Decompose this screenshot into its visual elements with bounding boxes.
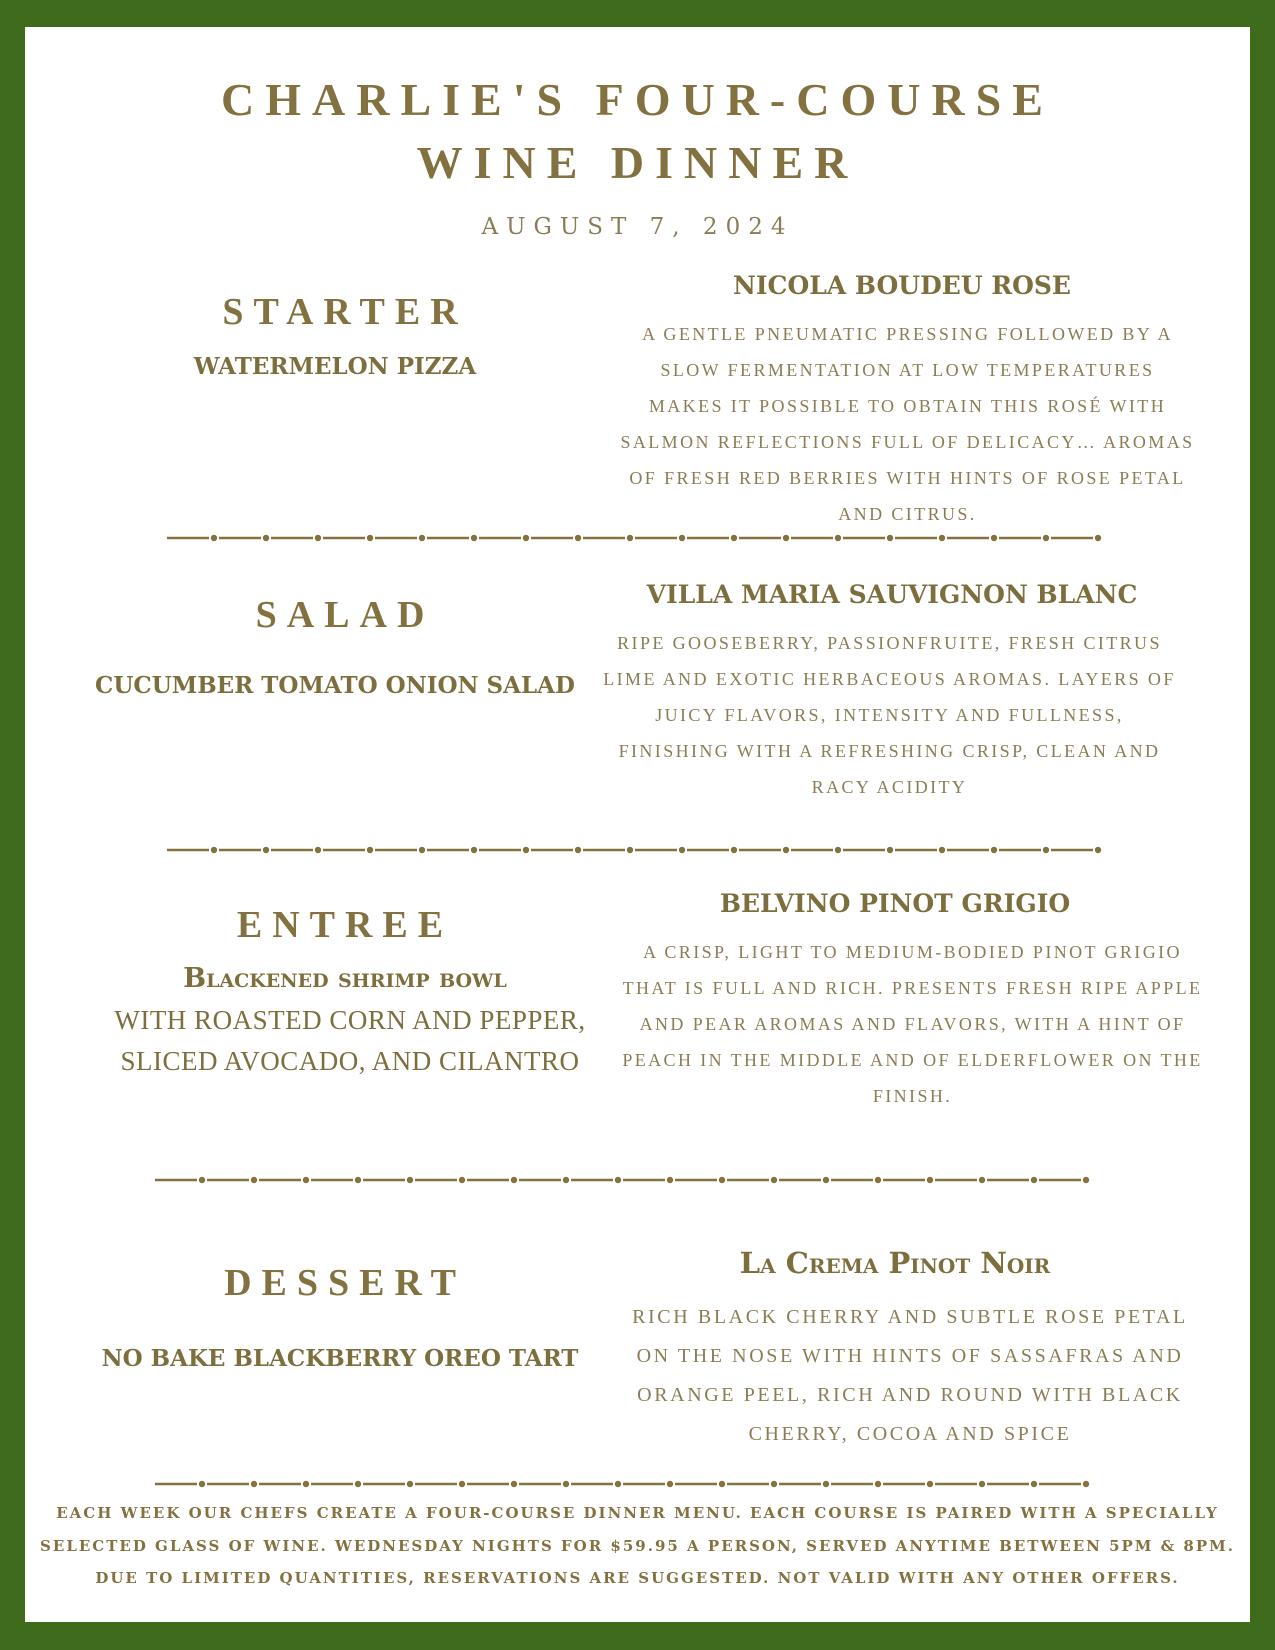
divider-dot xyxy=(823,1177,829,1183)
divider-dot xyxy=(771,1481,777,1487)
divider-dot xyxy=(627,535,633,541)
divider-dot xyxy=(211,535,217,541)
divider-dot xyxy=(355,1481,361,1487)
divider-dot xyxy=(211,847,217,853)
divider-dot xyxy=(419,847,425,853)
divider-dot xyxy=(1031,1481,1037,1487)
divider-dot xyxy=(823,1481,829,1487)
divider-dot xyxy=(199,1177,205,1183)
divider-dot xyxy=(459,1481,465,1487)
divider-dot xyxy=(1095,847,1101,853)
course-dessert-dish: NO BAKE BLACKBERRY OREO TART xyxy=(101,1345,579,1372)
divider-dot xyxy=(991,535,997,541)
divider-dot xyxy=(367,847,373,853)
course-starter-heading: STARTER xyxy=(222,291,468,333)
course-dessert-wine-notes: RICH BLACK CHERRY AND SUBTLE ROSE PETAL ON THE NOSE WITH HINTS OF SASSAFRAS AND ORANGE PEEL, RICH AND ROUND WITH BLACK CHERRY, COCOA AND SPICE xyxy=(632,1306,1188,1445)
divider-dot xyxy=(667,1177,673,1183)
divider-dot xyxy=(263,847,269,853)
divider-dot xyxy=(731,847,737,853)
divider-dot xyxy=(1095,535,1101,541)
divider-dot xyxy=(979,1177,985,1183)
divider-3 xyxy=(153,1172,1143,1188)
divider-dot xyxy=(875,1177,881,1183)
divider-dot xyxy=(251,1177,257,1183)
divider-dot xyxy=(1043,535,1049,541)
divider-dot xyxy=(563,1177,569,1183)
divider-dot xyxy=(887,847,893,853)
divider-dot xyxy=(419,535,425,541)
course-starter-wine: NICOLA BOUDEU ROSE xyxy=(733,271,1071,300)
divider-dot xyxy=(407,1481,413,1487)
course-starter-dish: WATERMELON PIZZA xyxy=(193,353,477,380)
divider-dot xyxy=(407,1177,413,1183)
divider-dot xyxy=(1083,1177,1089,1183)
divider-dot xyxy=(523,535,529,541)
divider-dot xyxy=(719,1177,725,1183)
course-entree-dish: Blackened shrimp bowl xyxy=(183,963,507,994)
divider-dot xyxy=(355,1177,361,1183)
footer-line-3: DUE TO LIMITED QUANTITIES, RESERVATIONS ARE SUGGESTED. NOT VALID WITH ANY OTHER OFFERS. xyxy=(95,1569,1180,1587)
course-salad-wine: VILLA MARIA SAUVIGNON BLANC xyxy=(646,580,1138,609)
divider-dot xyxy=(719,1481,725,1487)
course-salad-wine-notes: RIPE GOOSEBERRY, PASSIONFRUITE, FRESH CITRUS LIME AND EXOTIC HERBACEOUS AROMAS. LAYERS OF JUICY FLAVORS, INTENSITY AND FULLNESS, FINISHING WITH A REFRESHING CRISP, CLEAN AND RACY ACIDITY xyxy=(603,633,1176,797)
divider-dot xyxy=(939,847,945,853)
divider-dot xyxy=(315,535,321,541)
divider-dot xyxy=(1031,1177,1037,1183)
divider-dot xyxy=(771,1177,777,1183)
divider-dot xyxy=(927,1481,933,1487)
course-dessert-wine: La Crema Pinot Noir xyxy=(739,1246,1051,1280)
divider-dot xyxy=(991,847,997,853)
course-entree-wine: BELVINO PINOT GRIGIO xyxy=(719,889,1071,918)
course-entree-dish-details: WITH ROASTED CORN AND PEPPER, SLICED AVOCADO, AND CILANTRO xyxy=(114,1005,586,1076)
divider-dot xyxy=(939,535,945,541)
divider-dot xyxy=(367,535,373,541)
divider-dot xyxy=(835,847,841,853)
divider-dot xyxy=(979,1481,985,1487)
footer-line-2: SELECTED GLASS OF WINE. WEDNESDAY NIGHTS FOR $59.95 A PERSON, SERVED ANYTIME BETWEEN 5PM & 8PM. xyxy=(40,1537,1235,1555)
divider-dot xyxy=(835,535,841,541)
divider-dot xyxy=(927,1177,933,1183)
divider-dot xyxy=(615,1481,621,1487)
course-entree-wine-notes: A CRISP, LIGHT TO MEDIUM-BODIED PINOT GRIGIO THAT IS FULL AND RICH. PRESENTS FRESH RIPE APPLE AND PEAR AROMAS AND FLAVORS, WITH A HINT OF PEACH IN THE MIDDLE AND OF ELDERFLOWER ON THE FINISH. xyxy=(622,942,1203,1106)
divider-1 xyxy=(165,530,1155,546)
course-starter-wine-notes: A GENTLE PNEUMATIC PRESSING FOLLOWED BY A SLOW FERMENTATION AT LOW TEMPERATURES MAKES IT POSSIBLE TO OBTAIN THIS ROSÉ WITH SALMON REFLECTIONS FULL OF DELICACY… AROMAS OF FRESH RED BERRIES WITH HINTS OF ROSE PETAL AND CITRUS. xyxy=(620,324,1195,524)
divider-dot xyxy=(471,535,477,541)
divider-dot xyxy=(263,535,269,541)
divider-dot xyxy=(1083,1481,1089,1487)
divider-dot xyxy=(731,535,737,541)
divider-dot xyxy=(523,847,529,853)
divider-dot xyxy=(783,535,789,541)
divider-dot xyxy=(563,1481,569,1487)
course-entree-heading: ENTREE xyxy=(236,904,454,946)
menu-title-line-2: WINE DINNER xyxy=(416,137,859,188)
menu-title-line-1: CHARLIE'S FOUR-COURSE xyxy=(221,74,1054,125)
divider-dot xyxy=(511,1177,517,1183)
footer-line-1: EACH WEEK OUR CHEFS CREATE A FOUR-COURSE DINNER MENU. EACH COURSE IS PAIRED WITH A SPECIALLY xyxy=(56,1504,1219,1522)
divider-dot xyxy=(887,535,893,541)
divider-4 xyxy=(153,1476,1143,1492)
course-salad-dish: CUCUMBER TOMATO ONION SALAD xyxy=(95,672,575,699)
divider-dot xyxy=(679,847,685,853)
divider-dot xyxy=(459,1177,465,1183)
divider-dot xyxy=(875,1481,881,1487)
course-dessert-heading: DESSERT xyxy=(224,1262,466,1304)
divider-dot xyxy=(251,1481,257,1487)
divider-dot xyxy=(199,1481,205,1487)
divider-2 xyxy=(165,842,1155,858)
divider-dot xyxy=(471,847,477,853)
divider-dot xyxy=(627,847,633,853)
divider-dot xyxy=(615,1177,621,1183)
divider-dot xyxy=(783,847,789,853)
divider-dot xyxy=(667,1481,673,1487)
divider-dot xyxy=(511,1481,517,1487)
divider-dot xyxy=(303,1481,309,1487)
divider-dot xyxy=(575,847,581,853)
divider-dot xyxy=(1043,847,1049,853)
divider-dot xyxy=(575,535,581,541)
event-date: AUGUST 7, 2024 xyxy=(481,214,794,240)
divider-dot xyxy=(315,847,321,853)
course-salad-heading: SALAD xyxy=(255,594,435,636)
divider-dot xyxy=(303,1177,309,1183)
divider-dot xyxy=(679,535,685,541)
